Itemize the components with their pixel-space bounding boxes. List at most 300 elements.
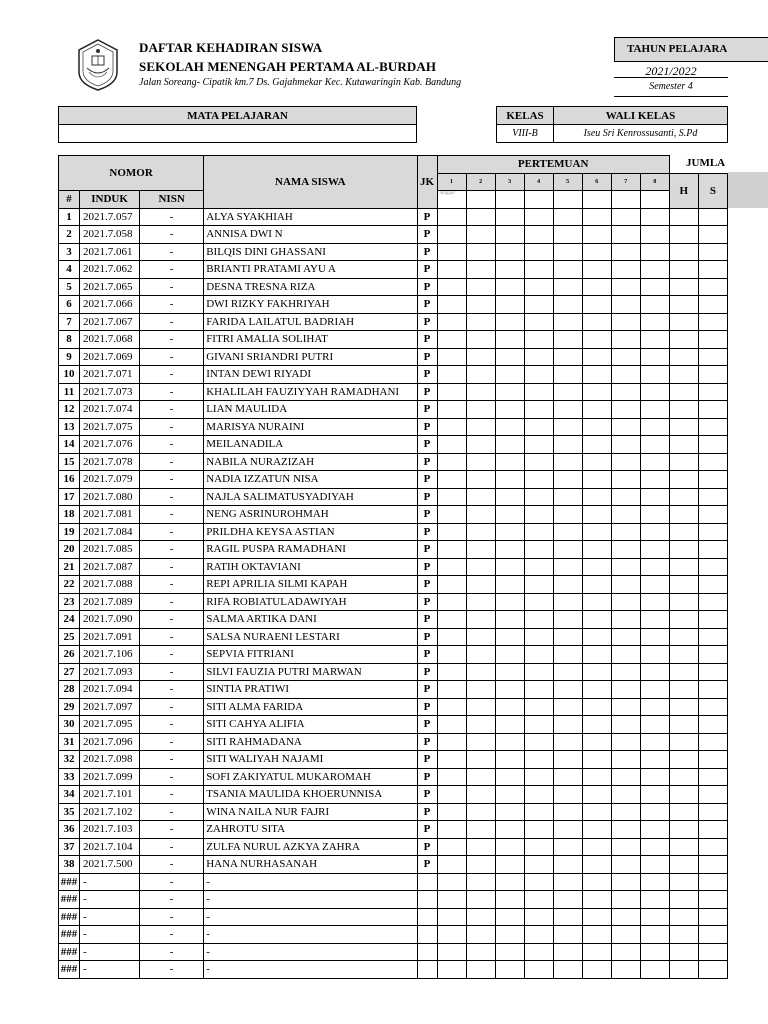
attendance-cell[interactable] (495, 366, 524, 384)
hadir-total-cell[interactable] (669, 436, 698, 454)
attendance-cell[interactable] (553, 383, 582, 401)
hadir-total-cell[interactable] (669, 366, 698, 384)
attendance-cell[interactable] (524, 313, 553, 331)
attendance-cell[interactable] (437, 296, 466, 314)
date-cell[interactable] (640, 191, 669, 209)
attendance-cell[interactable] (640, 593, 669, 611)
attendance-cell[interactable] (553, 821, 582, 839)
attendance-cell[interactable] (611, 926, 640, 944)
attendance-cell[interactable] (524, 453, 553, 471)
attendance-cell[interactable] (437, 768, 466, 786)
sakit-total-cell[interactable] (698, 541, 727, 559)
sakit-total-cell[interactable] (698, 786, 727, 804)
attendance-cell[interactable] (553, 681, 582, 699)
sakit-total-cell[interactable] (698, 943, 727, 961)
attendance-cell[interactable] (582, 506, 611, 524)
attendance-cell[interactable] (466, 436, 495, 454)
attendance-cell[interactable] (495, 733, 524, 751)
attendance-cell[interactable] (640, 401, 669, 419)
attendance-cell[interactable] (437, 716, 466, 734)
attendance-cell[interactable] (640, 646, 669, 664)
hadir-total-cell[interactable] (669, 698, 698, 716)
attendance-cell[interactable] (437, 523, 466, 541)
attendance-cell[interactable] (611, 943, 640, 961)
attendance-cell[interactable] (495, 873, 524, 891)
hadir-total-cell[interactable] (669, 663, 698, 681)
attendance-cell[interactable] (553, 488, 582, 506)
hadir-total-cell[interactable] (669, 261, 698, 279)
sakit-total-cell[interactable] (698, 891, 727, 909)
attendance-cell[interactable] (466, 243, 495, 261)
attendance-cell[interactable] (582, 208, 611, 226)
attendance-cell[interactable] (437, 628, 466, 646)
attendance-cell[interactable] (611, 628, 640, 646)
attendance-cell[interactable] (640, 576, 669, 594)
attendance-cell[interactable] (582, 296, 611, 314)
attendance-cell[interactable] (553, 698, 582, 716)
hadir-total-cell[interactable] (669, 348, 698, 366)
attendance-cell[interactable] (582, 663, 611, 681)
attendance-cell[interactable] (611, 576, 640, 594)
attendance-cell[interactable] (640, 716, 669, 734)
attendance-cell[interactable] (640, 558, 669, 576)
attendance-cell[interactable] (466, 891, 495, 909)
attendance-cell[interactable] (495, 646, 524, 664)
attendance-cell[interactable] (553, 803, 582, 821)
attendance-cell[interactable] (466, 506, 495, 524)
attendance-cell[interactable] (611, 838, 640, 856)
attendance-cell[interactable] (466, 453, 495, 471)
hadir-total-cell[interactable] (669, 768, 698, 786)
attendance-cell[interactable] (611, 208, 640, 226)
attendance-cell[interactable] (553, 366, 582, 384)
sakit-total-cell[interactable] (698, 558, 727, 576)
attendance-cell[interactable] (582, 243, 611, 261)
attendance-cell[interactable] (524, 401, 553, 419)
attendance-cell[interactable] (640, 383, 669, 401)
attendance-cell[interactable] (437, 541, 466, 559)
attendance-cell[interactable] (611, 663, 640, 681)
attendance-cell[interactable] (582, 453, 611, 471)
sakit-total-cell[interactable] (698, 838, 727, 856)
attendance-cell[interactable] (553, 593, 582, 611)
attendance-cell[interactable] (553, 226, 582, 244)
attendance-cell[interactable] (553, 961, 582, 979)
attendance-cell[interactable] (495, 523, 524, 541)
attendance-cell[interactable] (640, 506, 669, 524)
attendance-cell[interactable] (524, 208, 553, 226)
attendance-cell[interactable] (437, 821, 466, 839)
hadir-total-cell[interactable] (669, 278, 698, 296)
attendance-cell[interactable] (524, 243, 553, 261)
hadir-total-cell[interactable] (669, 383, 698, 401)
attendance-cell[interactable] (611, 558, 640, 576)
attendance-cell[interactable] (466, 331, 495, 349)
attendance-cell[interactable] (495, 628, 524, 646)
attendance-cell[interactable] (640, 961, 669, 979)
attendance-cell[interactable] (437, 436, 466, 454)
attendance-cell[interactable] (437, 733, 466, 751)
attendance-cell[interactable] (582, 803, 611, 821)
attendance-cell[interactable] (437, 663, 466, 681)
attendance-cell[interactable] (495, 961, 524, 979)
attendance-cell[interactable] (524, 558, 553, 576)
hadir-total-cell[interactable] (669, 733, 698, 751)
attendance-cell[interactable] (466, 821, 495, 839)
attendance-cell[interactable] (437, 348, 466, 366)
attendance-cell[interactable] (495, 226, 524, 244)
attendance-cell[interactable] (524, 891, 553, 909)
attendance-cell[interactable] (466, 961, 495, 979)
attendance-cell[interactable] (437, 926, 466, 944)
sakit-total-cell[interactable] (698, 348, 727, 366)
attendance-cell[interactable] (611, 278, 640, 296)
attendance-cell[interactable] (611, 296, 640, 314)
attendance-cell[interactable] (437, 611, 466, 629)
attendance-cell[interactable] (640, 681, 669, 699)
attendance-cell[interactable] (582, 576, 611, 594)
attendance-cell[interactable] (611, 821, 640, 839)
attendance-cell[interactable] (611, 418, 640, 436)
attendance-cell[interactable] (553, 873, 582, 891)
attendance-cell[interactable] (640, 348, 669, 366)
attendance-cell[interactable] (640, 838, 669, 856)
attendance-cell[interactable] (524, 348, 553, 366)
attendance-cell[interactable] (437, 646, 466, 664)
hadir-total-cell[interactable] (669, 646, 698, 664)
attendance-cell[interactable] (582, 488, 611, 506)
hadir-total-cell[interactable] (669, 856, 698, 874)
attendance-cell[interactable] (582, 943, 611, 961)
attendance-cell[interactable] (524, 628, 553, 646)
attendance-cell[interactable] (437, 873, 466, 891)
attendance-cell[interactable] (611, 523, 640, 541)
sakit-total-cell[interactable] (698, 226, 727, 244)
attendance-cell[interactable] (495, 663, 524, 681)
attendance-cell[interactable] (553, 261, 582, 279)
date-cell[interactable] (582, 191, 611, 209)
sakit-total-cell[interactable] (698, 628, 727, 646)
attendance-cell[interactable] (437, 453, 466, 471)
attendance-cell[interactable] (553, 418, 582, 436)
attendance-cell[interactable] (524, 366, 553, 384)
attendance-cell[interactable] (466, 803, 495, 821)
attendance-cell[interactable] (553, 856, 582, 874)
attendance-cell[interactable] (611, 226, 640, 244)
attendance-cell[interactable] (553, 436, 582, 454)
attendance-cell[interactable] (582, 628, 611, 646)
attendance-cell[interactable] (553, 611, 582, 629)
attendance-cell[interactable] (437, 681, 466, 699)
attendance-cell[interactable] (640, 856, 669, 874)
sakit-total-cell[interactable] (698, 821, 727, 839)
sakit-total-cell[interactable] (698, 698, 727, 716)
attendance-cell[interactable] (640, 471, 669, 489)
attendance-cell[interactable] (495, 593, 524, 611)
attendance-cell[interactable] (582, 261, 611, 279)
attendance-cell[interactable] (466, 908, 495, 926)
attendance-cell[interactable] (611, 786, 640, 804)
hadir-total-cell[interactable] (669, 803, 698, 821)
attendance-cell[interactable] (553, 243, 582, 261)
attendance-cell[interactable] (495, 856, 524, 874)
attendance-cell[interactable] (437, 576, 466, 594)
attendance-cell[interactable] (466, 576, 495, 594)
hadir-total-cell[interactable] (669, 961, 698, 979)
attendance-cell[interactable] (437, 593, 466, 611)
attendance-cell[interactable] (611, 768, 640, 786)
attendance-cell[interactable] (640, 821, 669, 839)
attendance-cell[interactable] (466, 471, 495, 489)
attendance-cell[interactable] (582, 471, 611, 489)
sakit-total-cell[interactable] (698, 471, 727, 489)
attendance-cell[interactable] (553, 348, 582, 366)
attendance-cell[interactable] (437, 961, 466, 979)
attendance-cell[interactable] (611, 681, 640, 699)
attendance-cell[interactable] (640, 663, 669, 681)
attendance-cell[interactable] (640, 611, 669, 629)
attendance-cell[interactable] (611, 383, 640, 401)
attendance-cell[interactable] (640, 926, 669, 944)
attendance-cell[interactable] (466, 611, 495, 629)
attendance-cell[interactable] (524, 821, 553, 839)
date-cell[interactable] (553, 191, 582, 209)
attendance-cell[interactable] (437, 786, 466, 804)
attendance-cell[interactable] (553, 926, 582, 944)
hadir-total-cell[interactable] (669, 716, 698, 734)
attendance-cell[interactable] (640, 943, 669, 961)
attendance-cell[interactable] (524, 908, 553, 926)
attendance-cell[interactable] (437, 856, 466, 874)
hadir-total-cell[interactable] (669, 313, 698, 331)
attendance-cell[interactable] (553, 628, 582, 646)
attendance-cell[interactable] (582, 313, 611, 331)
attendance-cell[interactable] (582, 523, 611, 541)
hadir-total-cell[interactable] (669, 681, 698, 699)
sakit-total-cell[interactable] (698, 261, 727, 279)
sakit-total-cell[interactable] (698, 751, 727, 769)
attendance-cell[interactable] (640, 226, 669, 244)
attendance-cell[interactable] (466, 943, 495, 961)
sakit-total-cell[interactable] (698, 733, 727, 751)
attendance-cell[interactable] (495, 208, 524, 226)
attendance-cell[interactable] (553, 733, 582, 751)
attendance-cell[interactable] (582, 716, 611, 734)
attendance-cell[interactable] (437, 803, 466, 821)
attendance-cell[interactable] (495, 681, 524, 699)
attendance-cell[interactable] (437, 838, 466, 856)
attendance-cell[interactable] (466, 296, 495, 314)
hadir-total-cell[interactable] (669, 331, 698, 349)
attendance-cell[interactable] (466, 313, 495, 331)
attendance-cell[interactable] (495, 611, 524, 629)
attendance-cell[interactable] (466, 716, 495, 734)
attendance-cell[interactable] (466, 838, 495, 856)
attendance-cell[interactable] (466, 681, 495, 699)
attendance-cell[interactable] (437, 698, 466, 716)
hadir-total-cell[interactable] (669, 558, 698, 576)
attendance-cell[interactable] (611, 733, 640, 751)
attendance-cell[interactable] (611, 313, 640, 331)
attendance-cell[interactable] (524, 733, 553, 751)
attendance-cell[interactable] (466, 751, 495, 769)
sakit-total-cell[interactable] (698, 523, 727, 541)
attendance-cell[interactable] (466, 366, 495, 384)
hadir-total-cell[interactable] (669, 821, 698, 839)
attendance-cell[interactable] (582, 611, 611, 629)
attendance-cell[interactable] (553, 576, 582, 594)
attendance-cell[interactable] (553, 208, 582, 226)
attendance-cell[interactable] (582, 646, 611, 664)
attendance-cell[interactable] (640, 891, 669, 909)
sakit-total-cell[interactable] (698, 803, 727, 821)
attendance-cell[interactable] (611, 698, 640, 716)
hadir-total-cell[interactable] (669, 838, 698, 856)
sakit-total-cell[interactable] (698, 366, 727, 384)
sakit-total-cell[interactable] (698, 506, 727, 524)
attendance-cell[interactable] (611, 716, 640, 734)
attendance-cell[interactable] (611, 366, 640, 384)
attendance-cell[interactable] (553, 943, 582, 961)
attendance-cell[interactable] (437, 208, 466, 226)
attendance-cell[interactable] (524, 383, 553, 401)
hadir-total-cell[interactable] (669, 611, 698, 629)
attendance-cell[interactable] (437, 278, 466, 296)
attendance-cell[interactable] (553, 401, 582, 419)
attendance-cell[interactable] (553, 838, 582, 856)
attendance-cell[interactable] (640, 366, 669, 384)
attendance-cell[interactable] (553, 768, 582, 786)
attendance-cell[interactable] (524, 593, 553, 611)
sakit-total-cell[interactable] (698, 611, 727, 629)
attendance-cell[interactable] (640, 803, 669, 821)
attendance-cell[interactable] (524, 856, 553, 874)
attendance-cell[interactable] (437, 751, 466, 769)
sakit-total-cell[interactable] (698, 453, 727, 471)
attendance-cell[interactable] (640, 733, 669, 751)
mata-pelajaran-value[interactable] (59, 125, 417, 143)
attendance-cell[interactable] (437, 891, 466, 909)
attendance-cell[interactable] (582, 558, 611, 576)
attendance-cell[interactable] (524, 943, 553, 961)
attendance-cell[interactable] (466, 733, 495, 751)
attendance-cell[interactable] (437, 488, 466, 506)
attendance-cell[interactable] (466, 208, 495, 226)
sakit-total-cell[interactable] (698, 873, 727, 891)
attendance-cell[interactable] (495, 313, 524, 331)
hadir-total-cell[interactable] (669, 506, 698, 524)
attendance-cell[interactable] (553, 506, 582, 524)
attendance-cell[interactable] (437, 261, 466, 279)
attendance-cell[interactable] (437, 401, 466, 419)
attendance-cell[interactable] (611, 611, 640, 629)
attendance-cell[interactable] (553, 891, 582, 909)
attendance-cell[interactable] (582, 768, 611, 786)
attendance-cell[interactable] (640, 786, 669, 804)
sakit-total-cell[interactable] (698, 313, 727, 331)
attendance-cell[interactable] (524, 803, 553, 821)
attendance-cell[interactable] (640, 453, 669, 471)
hadir-total-cell[interactable] (669, 418, 698, 436)
attendance-cell[interactable] (640, 908, 669, 926)
attendance-cell[interactable] (611, 331, 640, 349)
attendance-cell[interactable] (524, 716, 553, 734)
attendance-cell[interactable] (466, 786, 495, 804)
attendance-cell[interactable] (524, 331, 553, 349)
attendance-cell[interactable] (553, 541, 582, 559)
sakit-total-cell[interactable] (698, 908, 727, 926)
attendance-cell[interactable] (640, 296, 669, 314)
hadir-total-cell[interactable] (669, 873, 698, 891)
attendance-cell[interactable] (466, 646, 495, 664)
attendance-cell[interactable] (611, 488, 640, 506)
attendance-cell[interactable] (582, 383, 611, 401)
attendance-cell[interactable] (640, 541, 669, 559)
sakit-total-cell[interactable] (698, 681, 727, 699)
attendance-cell[interactable] (495, 383, 524, 401)
attendance-cell[interactable] (466, 873, 495, 891)
attendance-cell[interactable] (524, 471, 553, 489)
attendance-cell[interactable] (524, 418, 553, 436)
attendance-cell[interactable] (495, 453, 524, 471)
attendance-cell[interactable] (524, 611, 553, 629)
attendance-cell[interactable] (553, 786, 582, 804)
attendance-cell[interactable] (582, 348, 611, 366)
attendance-cell[interactable] (495, 926, 524, 944)
attendance-cell[interactable] (640, 278, 669, 296)
sakit-total-cell[interactable] (698, 436, 727, 454)
attendance-cell[interactable] (640, 628, 669, 646)
hadir-total-cell[interactable] (669, 541, 698, 559)
attendance-cell[interactable] (524, 541, 553, 559)
attendance-cell[interactable] (495, 418, 524, 436)
attendance-cell[interactable] (495, 296, 524, 314)
sakit-total-cell[interactable] (698, 593, 727, 611)
attendance-cell[interactable] (611, 348, 640, 366)
attendance-cell[interactable] (524, 523, 553, 541)
hadir-total-cell[interactable] (669, 488, 698, 506)
attendance-cell[interactable] (437, 943, 466, 961)
date-cell[interactable] (466, 191, 495, 209)
hadir-total-cell[interactable] (669, 751, 698, 769)
attendance-cell[interactable] (524, 926, 553, 944)
attendance-cell[interactable] (466, 261, 495, 279)
sakit-total-cell[interactable] (698, 278, 727, 296)
attendance-cell[interactable] (495, 261, 524, 279)
attendance-cell[interactable] (466, 926, 495, 944)
date-cell[interactable] (495, 191, 524, 209)
hadir-total-cell[interactable] (669, 296, 698, 314)
attendance-cell[interactable] (495, 908, 524, 926)
attendance-cell[interactable] (640, 331, 669, 349)
attendance-cell[interactable] (495, 558, 524, 576)
attendance-cell[interactable] (582, 891, 611, 909)
attendance-cell[interactable] (437, 366, 466, 384)
attendance-cell[interactable] (611, 541, 640, 559)
hadir-total-cell[interactable] (669, 593, 698, 611)
attendance-cell[interactable] (640, 243, 669, 261)
attendance-cell[interactable] (640, 698, 669, 716)
attendance-cell[interactable] (495, 768, 524, 786)
attendance-cell[interactable] (524, 261, 553, 279)
attendance-cell[interactable] (524, 681, 553, 699)
attendance-cell[interactable] (553, 296, 582, 314)
attendance-cell[interactable] (582, 681, 611, 699)
attendance-cell[interactable] (495, 506, 524, 524)
hadir-total-cell[interactable] (669, 471, 698, 489)
attendance-cell[interactable] (495, 471, 524, 489)
attendance-cell[interactable] (611, 873, 640, 891)
